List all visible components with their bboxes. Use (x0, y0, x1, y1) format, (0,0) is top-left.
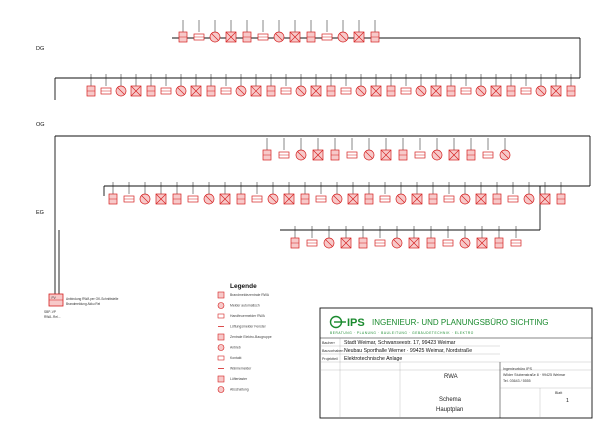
device-symbol[interactable] (322, 20, 332, 40)
legend-title: Legende (230, 283, 257, 290)
device-symbol[interactable] (316, 182, 326, 202)
device-symbol[interactable] (281, 74, 291, 94)
device-symbol[interactable] (296, 138, 306, 160)
device-symbol[interactable] (251, 74, 261, 96)
row-label-bauvorhaben: Bauvorhaben (322, 349, 344, 353)
device-symbol[interactable] (332, 182, 342, 204)
title-block (320, 308, 592, 418)
panel-note-1: Anbindung RWA per OK-Schnittstelle (66, 297, 119, 301)
row-label-bauherr: Bauherr (322, 341, 335, 345)
device-symbol[interactable] (371, 74, 381, 96)
office-line-3: Tel. 03643 / 5555 (503, 379, 531, 383)
device-symbol[interactable] (557, 182, 565, 204)
device-symbol[interactable] (279, 138, 289, 158)
device-symbol[interactable] (188, 182, 198, 202)
device-symbol[interactable] (210, 20, 220, 42)
device-symbol[interactable] (399, 138, 407, 160)
legend-item (218, 387, 249, 393)
device-symbol[interactable] (207, 74, 215, 96)
legend-item-label: Kontakt (230, 356, 242, 360)
device-symbol[interactable] (429, 182, 437, 204)
device-symbol[interactable] (375, 226, 385, 246)
eg-lower-symbol-row (291, 226, 521, 248)
device-symbol[interactable] (460, 226, 470, 248)
legend-item-label: Lüftungsmelder Fenster (230, 324, 266, 329)
device-symbol[interactable] (347, 138, 357, 158)
company-slogan: BERATUNG · PLANUNG · BAULEITUNG · GEBÄUDETECHNIK · ELEKTRO (330, 331, 474, 335)
floor-label-eg: EG (36, 210, 44, 216)
device-symbol[interactable] (140, 182, 150, 204)
device-symbol[interactable] (194, 20, 204, 40)
device-symbol[interactable] (348, 182, 358, 204)
legend-item-label: Antrieb (230, 345, 241, 350)
og-upper-symbol-row (87, 74, 575, 96)
legend-item-label: Lüftertaster (230, 377, 248, 381)
device-symbol[interactable] (124, 182, 134, 202)
device-symbol[interactable] (491, 74, 501, 96)
device-symbol[interactable] (176, 74, 186, 96)
device-symbol[interactable] (116, 74, 126, 96)
device-symbol[interactable] (331, 138, 339, 160)
device-symbol[interactable] (338, 20, 348, 42)
device-symbol[interactable] (307, 20, 315, 42)
rwa-central-panel[interactable] (49, 294, 63, 306)
row-value-bauherr: Stadt Weimar, Schwanseestr. 17, 99423 Weimar (344, 340, 456, 346)
legend-list (218, 292, 272, 393)
device-symbol[interactable] (536, 74, 546, 96)
panel-label: PV (51, 296, 56, 300)
sheet-label: Blatt (555, 391, 563, 395)
device-symbol[interactable] (483, 138, 493, 158)
device-symbol[interactable] (371, 20, 379, 42)
device-symbol[interactable] (364, 138, 374, 160)
legend-item (218, 367, 252, 371)
device-symbol[interactable] (508, 182, 518, 202)
device-symbol[interactable] (237, 182, 245, 204)
office-line-2: Wilder Stubenstraße 8 · 99425 Weimar (503, 373, 566, 377)
device-symbol[interactable] (220, 182, 230, 204)
device-symbol[interactable] (341, 226, 351, 248)
legend-item (218, 325, 267, 329)
device-symbol[interactable] (243, 20, 251, 42)
legend-item (218, 376, 248, 382)
legend-item-label: Abschaltung (230, 387, 249, 392)
device-symbol[interactable] (296, 74, 306, 96)
device-symbol[interactable] (147, 74, 155, 96)
device-symbol[interactable] (461, 74, 471, 94)
legend-item-label: Brandmeldezentrale RWA (230, 293, 270, 297)
device-symbol[interactable] (444, 182, 454, 202)
device-symbol[interactable] (567, 74, 575, 96)
device-symbol[interactable] (191, 74, 201, 96)
device-symbol[interactable] (221, 74, 231, 94)
dg-symbol-row (179, 20, 379, 42)
device-symbol[interactable] (263, 138, 271, 160)
device-symbol[interactable] (401, 74, 411, 94)
device-symbol[interactable] (476, 182, 486, 204)
legend-item-label: Handfeuermelder RWA (230, 314, 265, 318)
device-symbol[interactable] (495, 226, 503, 248)
bus-lines (55, 38, 590, 294)
device-symbol[interactable] (524, 182, 534, 204)
company-name: INGENIEUR- UND PLANUNGSBÜRO SICHTING (372, 318, 549, 327)
device-symbol[interactable] (291, 226, 299, 248)
sheet-kind: RWA (444, 374, 458, 380)
legend-item-label: Wärmemelder (230, 366, 252, 371)
floor-label-og: OG (36, 122, 45, 128)
device-symbol[interactable] (416, 74, 426, 96)
device-symbol[interactable] (87, 74, 95, 96)
device-symbol[interactable] (551, 74, 561, 96)
legend-item (218, 314, 266, 318)
device-symbol[interactable] (511, 226, 521, 246)
drawing-title-1: Schema (439, 397, 462, 403)
device-symbol[interactable] (101, 74, 111, 94)
legend-item (218, 345, 241, 351)
device-symbol[interactable] (267, 74, 275, 96)
device-symbol[interactable] (392, 226, 402, 248)
row-label-projektteil: Projektteil (322, 357, 338, 361)
device-symbol[interactable] (109, 182, 117, 204)
device-symbol[interactable] (354, 20, 364, 42)
device-symbol[interactable] (204, 182, 214, 204)
device-symbol[interactable] (173, 182, 181, 204)
legend-item (218, 292, 270, 298)
row-value-bauvorhaben: Neubau Sporthalle Werner · 99425 Weimar, Nordstraße (344, 348, 473, 354)
device-symbol[interactable] (311, 74, 321, 96)
logo-text: IPS (347, 317, 365, 329)
device-symbol[interactable] (359, 226, 367, 248)
device-symbol[interactable] (415, 138, 425, 158)
device-symbol[interactable] (284, 182, 294, 204)
legend-item-label: Zentrale Elektro-Baugruppe (230, 335, 272, 339)
row-value-projektteil: Elektrotechnische Anlage (344, 356, 403, 362)
device-symbol[interactable] (477, 226, 487, 248)
device-symbol[interactable] (467, 138, 475, 160)
device-symbol[interactable] (274, 20, 284, 42)
device-symbol[interactable] (131, 74, 141, 96)
device-symbol[interactable] (427, 226, 435, 248)
device-symbol[interactable] (500, 138, 510, 160)
device-symbol[interactable] (301, 182, 309, 204)
device-symbol[interactable] (341, 74, 351, 94)
device-symbol[interactable] (258, 20, 268, 40)
floor-label-dg: DG (36, 46, 45, 52)
device-symbol[interactable] (540, 182, 550, 204)
device-symbol[interactable] (268, 182, 278, 204)
drawing-title-2: Hauptplan (436, 407, 464, 413)
panel-sub-1: SBP..VP (44, 310, 56, 314)
device-symbol[interactable] (507, 74, 515, 96)
device-symbol[interactable] (447, 74, 455, 96)
device-symbol[interactable] (431, 74, 441, 96)
legend-item (218, 303, 260, 309)
device-symbol[interactable] (324, 226, 334, 248)
device-symbol[interactable] (460, 182, 470, 204)
device-symbol[interactable] (387, 74, 395, 96)
device-symbol[interactable] (290, 20, 300, 42)
device-symbol[interactable] (365, 182, 373, 204)
device-symbol[interactable] (356, 74, 366, 96)
device-symbol[interactable] (432, 138, 442, 160)
sheet-number: 1 (566, 398, 569, 404)
device-symbol[interactable] (161, 74, 171, 94)
device-symbol[interactable] (226, 20, 236, 42)
device-symbol[interactable] (313, 138, 323, 160)
device-symbol[interactable] (179, 20, 187, 42)
device-symbol[interactable] (521, 74, 531, 94)
legend-item (218, 334, 272, 340)
device-symbol[interactable] (307, 226, 317, 246)
legend-item-label: Melder automatisch (230, 303, 260, 308)
panel-note-2: Brandmeldung Akku Rel (66, 302, 101, 306)
device-symbol[interactable] (476, 74, 486, 96)
device-symbol[interactable] (443, 226, 453, 246)
og-lower-symbol-row (263, 138, 510, 160)
office-line-1: Ingenieurbüro IPS (503, 367, 532, 371)
legend-item (218, 356, 242, 360)
device-symbol[interactable] (380, 182, 390, 202)
device-symbol[interactable] (412, 182, 422, 204)
device-symbol[interactable] (252, 182, 262, 202)
device-symbol[interactable] (327, 74, 335, 96)
device-symbol[interactable] (449, 138, 459, 160)
device-symbol[interactable] (409, 226, 419, 248)
eg-upper-symbol-row (109, 182, 565, 204)
device-symbol[interactable] (156, 182, 166, 204)
device-symbol[interactable] (493, 182, 501, 204)
device-symbol[interactable] (236, 74, 246, 96)
device-symbol[interactable] (396, 182, 406, 204)
panel-sub-2: RWA..Rel... (44, 315, 61, 319)
device-symbol[interactable] (381, 138, 391, 160)
